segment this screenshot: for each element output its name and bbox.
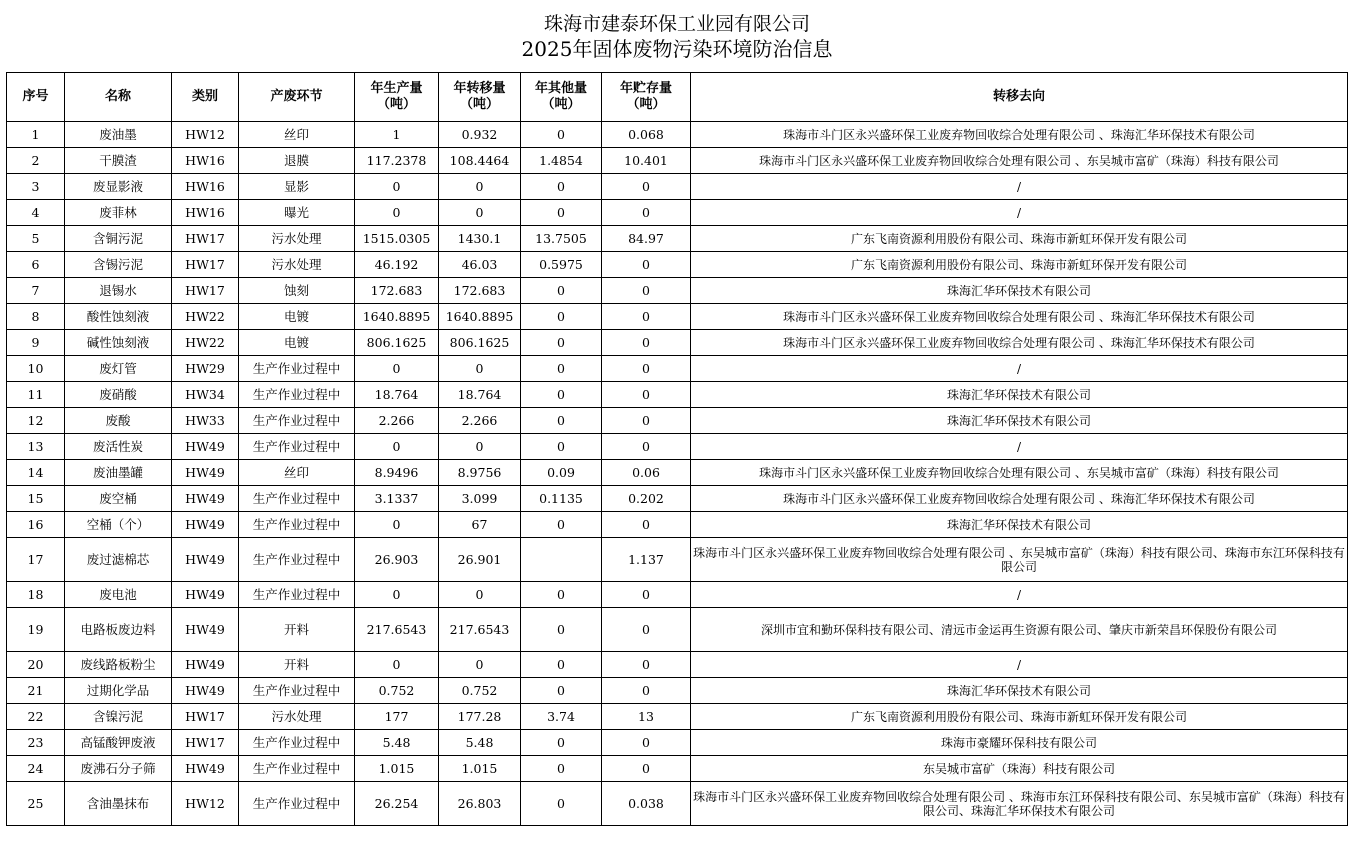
cell-stock: 0 — [602, 434, 691, 460]
cell-destination: 珠海汇华环保技术有限公司 — [691, 382, 1348, 408]
cell-category: HW49 — [172, 434, 239, 460]
cell-name: 电路板废边料 — [65, 608, 172, 652]
table-row — [7, 512, 1348, 538]
header-name: 名称 — [65, 73, 172, 122]
table-row — [7, 434, 1348, 460]
table-header-row — [7, 73, 1348, 122]
cell-process: 电镀 — [239, 304, 355, 330]
header-category: 类别 — [172, 73, 239, 122]
cell-production: 0 — [355, 582, 439, 608]
cell-production: 1.015 — [355, 756, 439, 782]
cell-transfer: 177.28 — [439, 704, 521, 730]
cell-destination: 珠海市斗门区永兴盛环保工业废弃物回收综合处理有限公司 、珠海汇华环保技术有限公司 — [691, 122, 1348, 148]
cell-stock: 0 — [602, 582, 691, 608]
company-name: 珠海市建泰环保工业园有限公司 — [543, 13, 810, 35]
cell-category: HW29 — [172, 356, 239, 382]
cell-no: 24 — [7, 756, 65, 782]
table-row — [7, 330, 1348, 356]
cell-no: 25 — [7, 782, 65, 826]
cell-process: 开料 — [239, 608, 355, 652]
cell-other: 0 — [521, 382, 602, 408]
header-stock — [602, 73, 691, 122]
table-row — [7, 608, 1348, 652]
cell-destination: 珠海市斗门区永兴盛环保工业废弃物回收综合处理有限公司 、东吴城市富矿（珠海）科技有限公司 — [691, 148, 1348, 174]
cell-name: 废显影液 — [65, 174, 172, 200]
cell-stock: 0.068 — [602, 122, 691, 148]
header-stock-label: 年贮存量 — [619, 81, 672, 96]
cell-production: 0 — [355, 652, 439, 678]
table-row — [7, 704, 1348, 730]
cell-name: 废线路板粉尘 — [65, 652, 172, 678]
cell-category: HW49 — [172, 460, 239, 486]
cell-production: 8.9496 — [355, 460, 439, 486]
cell-category: HW49 — [172, 678, 239, 704]
cell-name: 废空桶 — [65, 486, 172, 512]
cell-stock: 0 — [602, 304, 691, 330]
cell-category: HW49 — [172, 512, 239, 538]
cell-destination: / — [691, 652, 1348, 678]
header-production — [355, 73, 439, 122]
cell-stock: 0 — [602, 652, 691, 678]
cell-stock: 0 — [602, 512, 691, 538]
cell-stock: 0 — [602, 356, 691, 382]
cell-transfer: 0 — [439, 356, 521, 382]
cell-production: 3.1337 — [355, 486, 439, 512]
cell-other: 0 — [521, 608, 602, 652]
cell-name: 含镍污泥 — [65, 704, 172, 730]
cell-stock: 10.401 — [602, 148, 691, 174]
cell-process: 显影 — [239, 174, 355, 200]
cell-stock: 0 — [602, 608, 691, 652]
cell-name: 废活性炭 — [65, 434, 172, 460]
cell-other: 1.4854 — [521, 148, 602, 174]
cell-no: 16 — [7, 512, 65, 538]
cell-name: 废过滤棉芯 — [65, 538, 172, 582]
cell-process: 退膜 — [239, 148, 355, 174]
cell-process: 生产作业过程中 — [239, 582, 355, 608]
cell-production: 0 — [355, 356, 439, 382]
table-row — [7, 278, 1348, 304]
cell-transfer: 0 — [439, 582, 521, 608]
cell-name: 废油墨 — [65, 122, 172, 148]
cell-production: 1 — [355, 122, 439, 148]
cell-transfer: 18.764 — [439, 382, 521, 408]
cell-stock: 0 — [602, 382, 691, 408]
cell-name: 含锡污泥 — [65, 252, 172, 278]
table-row — [7, 730, 1348, 756]
cell-name: 含油墨抹布 — [65, 782, 172, 826]
cell-process: 生产作业过程中 — [239, 538, 355, 582]
cell-stock: 0 — [602, 330, 691, 356]
table-row — [7, 678, 1348, 704]
cell-stock: 0.038 — [602, 782, 691, 826]
cell-name: 废沸石分子筛 — [65, 756, 172, 782]
cell-category: HW12 — [172, 122, 239, 148]
cell-process: 生产作业过程中 — [239, 356, 355, 382]
cell-transfer: 0 — [439, 434, 521, 460]
table-row — [7, 782, 1348, 826]
cell-no: 6 — [7, 252, 65, 278]
cell-category: HW16 — [172, 148, 239, 174]
cell-destination: 深圳市宜和勤环保科技有限公司、清远市金运再生资源有限公司、肇庆市新荣昌环保股份有限公司 — [691, 608, 1348, 652]
table-row — [7, 460, 1348, 486]
cell-name: 过期化学品 — [65, 678, 172, 704]
cell-destination: 珠海市斗门区永兴盛环保工业废弃物回收综合处理有限公司 、珠海汇华环保技术有限公司 — [691, 330, 1348, 356]
cell-transfer: 1430.1 — [439, 226, 521, 252]
cell-other: 0 — [521, 652, 602, 678]
cell-transfer: 5.48 — [439, 730, 521, 756]
cell-production: 1515.0305 — [355, 226, 439, 252]
cell-production: 26.254 — [355, 782, 439, 826]
table-row — [7, 582, 1348, 608]
cell-process: 开料 — [239, 652, 355, 678]
cell-production: 172.683 — [355, 278, 439, 304]
table-row — [7, 356, 1348, 382]
cell-category: HW17 — [172, 704, 239, 730]
cell-other: 0 — [521, 356, 602, 382]
cell-transfer: 46.03 — [439, 252, 521, 278]
cell-stock: 0.202 — [602, 486, 691, 512]
cell-stock: 0 — [602, 252, 691, 278]
cell-no: 3 — [7, 174, 65, 200]
cell-production: 18.764 — [355, 382, 439, 408]
cell-no: 8 — [7, 304, 65, 330]
cell-transfer: 1640.8895 — [439, 304, 521, 330]
table-body — [7, 122, 1348, 826]
cell-other: 0 — [521, 408, 602, 434]
cell-process: 电镀 — [239, 330, 355, 356]
cell-stock: 0 — [602, 756, 691, 782]
cell-destination: / — [691, 200, 1348, 226]
cell-process: 生产作业过程中 — [239, 486, 355, 512]
cell-name: 废酸 — [65, 408, 172, 434]
cell-name: 废油墨罐 — [65, 460, 172, 486]
cell-destination: 珠海汇华环保技术有限公司 — [691, 278, 1348, 304]
cell-process: 污水处理 — [239, 252, 355, 278]
cell-destination: 珠海汇华环保技术有限公司 — [691, 678, 1348, 704]
cell-production: 217.6543 — [355, 608, 439, 652]
cell-category: HW34 — [172, 382, 239, 408]
cell-production: 806.1625 — [355, 330, 439, 356]
header-other-unit: （吨） — [541, 97, 581, 112]
cell-destination: 珠海汇华环保技术有限公司 — [691, 408, 1348, 434]
cell-name: 废硝酸 — [65, 382, 172, 408]
cell-transfer: 2.266 — [439, 408, 521, 434]
header-production-unit: （吨） — [376, 97, 416, 112]
cell-other: 0.1135 — [521, 486, 602, 512]
cell-transfer: 26.803 — [439, 782, 521, 826]
cell-process: 生产作业过程中 — [239, 678, 355, 704]
cell-category: HW22 — [172, 330, 239, 356]
cell-destination: 珠海市斗门区永兴盛环保工业废弃物回收综合处理有限公司 、珠海市东江环保科技有限公司、东吴城市富矿（珠海）科技有限公司、珠海汇华环保技术有限公司 — [691, 782, 1348, 826]
cell-category: HW49 — [172, 582, 239, 608]
cell-transfer: 8.9756 — [439, 460, 521, 486]
table-row — [7, 200, 1348, 226]
cell-stock: 0 — [602, 678, 691, 704]
cell-no: 17 — [7, 538, 65, 582]
cell-other: 0 — [521, 174, 602, 200]
cell-name: 废菲林 — [65, 200, 172, 226]
waste-info-table — [6, 72, 1348, 826]
cell-other: 0 — [521, 756, 602, 782]
header-destination: 转移去向 — [691, 73, 1348, 122]
table-row — [7, 382, 1348, 408]
cell-process: 蚀刻 — [239, 278, 355, 304]
cell-production: 0.752 — [355, 678, 439, 704]
cell-destination: / — [691, 434, 1348, 460]
cell-no: 5 — [7, 226, 65, 252]
cell-category: HW12 — [172, 782, 239, 826]
cell-stock: 1.137 — [602, 538, 691, 582]
cell-name: 退锡水 — [65, 278, 172, 304]
cell-no: 21 — [7, 678, 65, 704]
cell-other: 0 — [521, 304, 602, 330]
cell-category: HW49 — [172, 652, 239, 678]
cell-destination: 珠海市斗门区永兴盛环保工业废弃物回收综合处理有限公司 、珠海汇华环保技术有限公司 — [691, 304, 1348, 330]
cell-process: 生产作业过程中 — [239, 408, 355, 434]
cell-stock: 0 — [602, 278, 691, 304]
cell-process: 丝印 — [239, 460, 355, 486]
cell-no: 20 — [7, 652, 65, 678]
cell-category: HW49 — [172, 486, 239, 512]
header-transfer — [439, 73, 521, 122]
cell-destination: 广东飞南资源利用股份有限公司、珠海市新虹环保开发有限公司 — [691, 226, 1348, 252]
cell-other: 0 — [521, 330, 602, 356]
header-other-label: 年其他量 — [534, 81, 587, 96]
cell-no: 19 — [7, 608, 65, 652]
cell-destination: / — [691, 174, 1348, 200]
cell-name: 酸性蚀刻液 — [65, 304, 172, 330]
cell-category: HW22 — [172, 304, 239, 330]
cell-transfer: 67 — [439, 512, 521, 538]
cell-transfer: 3.099 — [439, 486, 521, 512]
cell-stock: 13 — [602, 704, 691, 730]
cell-production: 0 — [355, 434, 439, 460]
table-row — [7, 304, 1348, 330]
cell-no: 15 — [7, 486, 65, 512]
cell-no: 23 — [7, 730, 65, 756]
cell-name: 空桶（个） — [65, 512, 172, 538]
cell-no: 11 — [7, 382, 65, 408]
cell-production: 46.192 — [355, 252, 439, 278]
table-row — [7, 252, 1348, 278]
cell-process: 生产作业过程中 — [239, 434, 355, 460]
cell-other: 0.5975 — [521, 252, 602, 278]
cell-transfer: 172.683 — [439, 278, 521, 304]
header-other — [521, 73, 602, 122]
cell-transfer: 217.6543 — [439, 608, 521, 652]
cell-category: HW17 — [172, 278, 239, 304]
report-title: 2025年固体废物污染环境防治信息 — [521, 37, 833, 61]
cell-other: 0 — [521, 278, 602, 304]
cell-process: 生产作业过程中 — [239, 756, 355, 782]
cell-production: 2.266 — [355, 408, 439, 434]
cell-other: 0 — [521, 730, 602, 756]
table-row — [7, 652, 1348, 678]
cell-category: HW17 — [172, 226, 239, 252]
cell-production: 117.2378 — [355, 148, 439, 174]
cell-stock: 0.06 — [602, 460, 691, 486]
cell-category: HW49 — [172, 538, 239, 582]
table-row — [7, 486, 1348, 512]
cell-destination: 珠海市豪耀环保科技有限公司 — [691, 730, 1348, 756]
cell-production: 0 — [355, 200, 439, 226]
cell-transfer: 0.932 — [439, 122, 521, 148]
cell-category: HW16 — [172, 200, 239, 226]
cell-transfer: 26.901 — [439, 538, 521, 582]
cell-other: 0 — [521, 122, 602, 148]
table-row — [7, 174, 1348, 200]
cell-category: HW17 — [172, 252, 239, 278]
cell-no: 1 — [7, 122, 65, 148]
cell-no: 2 — [7, 148, 65, 174]
cell-category: HW49 — [172, 608, 239, 652]
document-title — [0, 0, 1354, 61]
cell-name: 碱性蚀刻液 — [65, 330, 172, 356]
cell-stock: 84.97 — [602, 226, 691, 252]
cell-production: 26.903 — [355, 538, 439, 582]
cell-process: 丝印 — [239, 122, 355, 148]
cell-destination: 珠海市斗门区永兴盛环保工业废弃物回收综合处理有限公司 、东吴城市富矿（珠海）科技有限公司、珠海市东江环保科技有限公司 — [691, 538, 1348, 582]
cell-other — [521, 538, 602, 582]
cell-name: 高锰酸钾废液 — [65, 730, 172, 756]
cell-stock: 0 — [602, 174, 691, 200]
cell-no: 18 — [7, 582, 65, 608]
cell-transfer: 1.015 — [439, 756, 521, 782]
cell-transfer: 108.4464 — [439, 148, 521, 174]
header-stock-unit: （吨） — [626, 97, 666, 112]
cell-other: 0 — [521, 512, 602, 538]
cell-destination: 珠海市斗门区永兴盛环保工业废弃物回收综合处理有限公司 、珠海汇华环保技术有限公司 — [691, 486, 1348, 512]
cell-no: 12 — [7, 408, 65, 434]
cell-no: 10 — [7, 356, 65, 382]
cell-stock: 0 — [602, 730, 691, 756]
cell-no: 7 — [7, 278, 65, 304]
cell-transfer: 0 — [439, 174, 521, 200]
cell-name: 废灯管 — [65, 356, 172, 382]
cell-other: 0 — [521, 582, 602, 608]
cell-other: 0 — [521, 782, 602, 826]
cell-destination: 广东飞南资源利用股份有限公司、珠海市新虹环保开发有限公司 — [691, 704, 1348, 730]
cell-production: 0 — [355, 174, 439, 200]
cell-stock: 0 — [602, 200, 691, 226]
cell-stock: 0 — [602, 408, 691, 434]
cell-no: 13 — [7, 434, 65, 460]
cell-no: 9 — [7, 330, 65, 356]
cell-other: 0.09 — [521, 460, 602, 486]
table-row — [7, 756, 1348, 782]
cell-process: 生产作业过程中 — [239, 730, 355, 756]
cell-other: 0 — [521, 434, 602, 460]
cell-category: HW49 — [172, 756, 239, 782]
cell-no: 22 — [7, 704, 65, 730]
cell-destination: 广东飞南资源利用股份有限公司、珠海市新虹环保开发有限公司 — [691, 252, 1348, 278]
cell-other: 0 — [521, 200, 602, 226]
cell-destination: / — [691, 356, 1348, 382]
cell-destination: / — [691, 582, 1348, 608]
cell-category: HW16 — [172, 174, 239, 200]
cell-destination: 珠海市斗门区永兴盛环保工业废弃物回收综合处理有限公司 、东吴城市富矿（珠海）科技有限公司 — [691, 460, 1348, 486]
header-process: 产废环节 — [239, 73, 355, 122]
cell-category: HW17 — [172, 730, 239, 756]
table-row — [7, 226, 1348, 252]
cell-production: 177 — [355, 704, 439, 730]
cell-production: 0 — [355, 512, 439, 538]
cell-transfer: 0.752 — [439, 678, 521, 704]
cell-no: 14 — [7, 460, 65, 486]
header-production-label: 年生产量 — [370, 81, 423, 96]
cell-process: 污水处理 — [239, 704, 355, 730]
cell-no: 4 — [7, 200, 65, 226]
cell-production: 5.48 — [355, 730, 439, 756]
cell-destination: 珠海汇华环保技术有限公司 — [691, 512, 1348, 538]
cell-process: 生产作业过程中 — [239, 382, 355, 408]
table-row — [7, 148, 1348, 174]
table-row — [7, 408, 1348, 434]
cell-name: 含铜污泥 — [65, 226, 172, 252]
cell-transfer: 0 — [439, 200, 521, 226]
cell-destination: 东吴城市富矿（珠海）科技有限公司 — [691, 756, 1348, 782]
cell-process: 污水处理 — [239, 226, 355, 252]
table-row — [7, 122, 1348, 148]
cell-transfer: 0 — [439, 652, 521, 678]
cell-name: 干膜渣 — [65, 148, 172, 174]
cell-process: 曝光 — [239, 200, 355, 226]
header-transfer-unit: （吨） — [459, 97, 499, 112]
cell-other: 0 — [521, 678, 602, 704]
table-row — [7, 538, 1348, 582]
header-transfer-label: 年转移量 — [453, 81, 506, 96]
cell-process: 生产作业过程中 — [239, 512, 355, 538]
cell-process: 生产作业过程中 — [239, 782, 355, 826]
cell-name: 废电池 — [65, 582, 172, 608]
cell-other: 3.74 — [521, 704, 602, 730]
header-no: 序号 — [7, 73, 65, 122]
cell-category: HW33 — [172, 408, 239, 434]
cell-production: 1640.8895 — [355, 304, 439, 330]
cell-other: 13.7505 — [521, 226, 602, 252]
cell-transfer: 806.1625 — [439, 330, 521, 356]
